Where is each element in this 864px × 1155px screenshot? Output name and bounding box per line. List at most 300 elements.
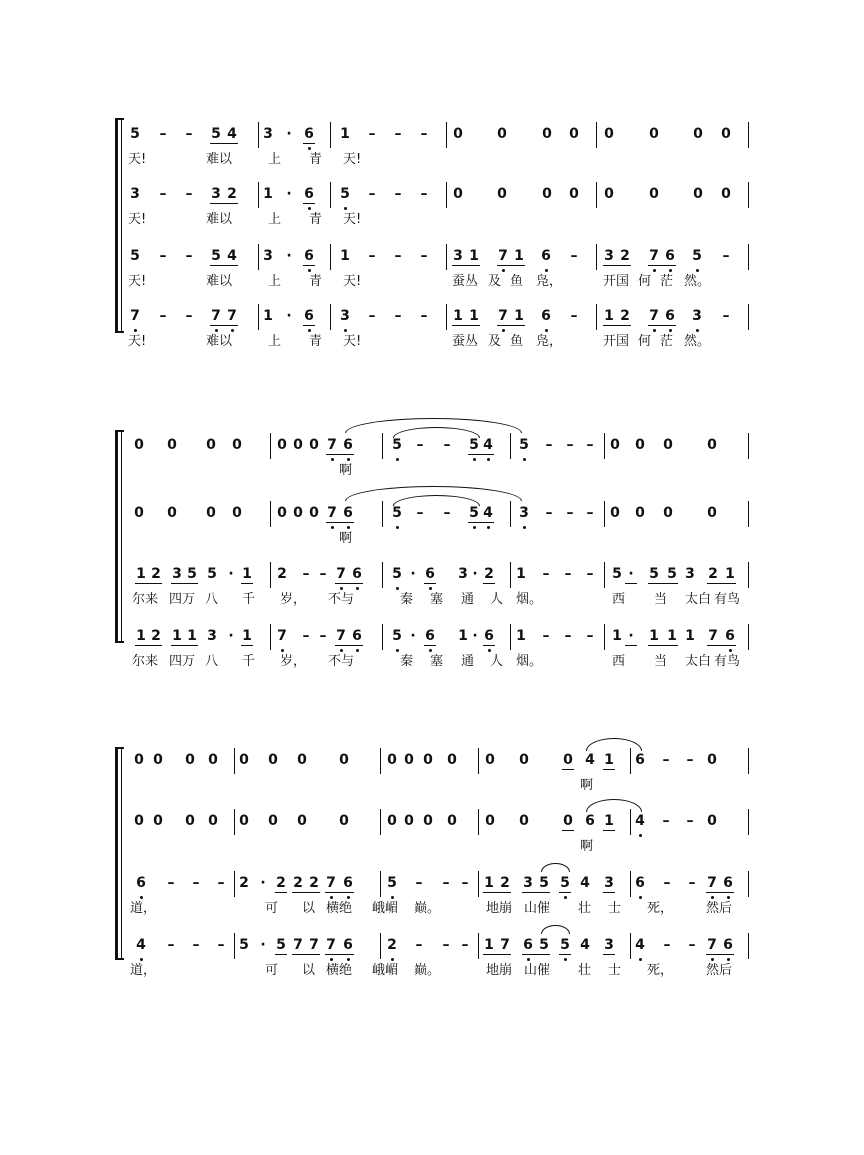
beam-underline: [603, 325, 631, 326]
note: 2: [276, 875, 286, 891]
lyric-syllable: 天!: [343, 212, 362, 227]
note: –: [185, 308, 193, 324]
note: ·: [472, 628, 478, 644]
lyric-syllable: 鱼: [510, 274, 524, 289]
octave-dot-below: [429, 587, 432, 590]
note: 0: [293, 505, 303, 521]
note: –: [688, 937, 696, 953]
note: 7: [128, 308, 142, 324]
note: 7: [500, 937, 510, 953]
barline: [478, 933, 479, 959]
lyric-syllable: 当: [654, 592, 668, 607]
octave-dot-below: [331, 526, 334, 529]
note: 5: [390, 437, 404, 453]
note: 5: [390, 628, 404, 644]
note: –: [420, 248, 428, 264]
note: 0: [297, 752, 307, 768]
note: –: [545, 437, 553, 453]
barline: [510, 562, 511, 588]
note: 0: [569, 186, 579, 202]
barline: [748, 624, 749, 650]
lyric-syllable: 然后: [706, 963, 733, 978]
octave-dot-below: [340, 649, 343, 652]
octave-dot-below: [639, 958, 642, 961]
lyric-syllable: 茫: [660, 274, 674, 289]
lyric-syllable: 鱼: [510, 334, 524, 349]
note: –: [368, 248, 376, 264]
note: 0: [453, 126, 463, 142]
barline: [748, 933, 749, 959]
note: –: [662, 813, 670, 829]
barline: [510, 433, 511, 459]
beam-underline: [648, 583, 678, 584]
note: 1: [453, 308, 463, 324]
barline: [380, 871, 381, 897]
lyric-syllable: 当: [654, 654, 668, 669]
barline: [380, 748, 381, 774]
note: –: [394, 248, 402, 264]
note: ·: [286, 126, 292, 142]
note: 2: [484, 566, 494, 582]
note: –: [394, 308, 402, 324]
lyric-syllable: 啊: [580, 839, 594, 854]
beam-underline: [171, 583, 198, 584]
note: 0: [447, 752, 457, 768]
note: 1: [242, 566, 252, 582]
slur: [541, 863, 570, 872]
note: –: [442, 875, 450, 891]
octave-dot-below: [396, 458, 399, 461]
barline: [234, 933, 235, 959]
lyric-syllable: 峨嵋: [372, 963, 399, 978]
note: 0: [297, 813, 307, 829]
note: 5: [558, 937, 572, 953]
note: 0: [239, 813, 249, 829]
octave-dot-below: [729, 649, 732, 652]
note: 0: [721, 186, 731, 202]
note: 1: [263, 186, 273, 202]
note: ·: [628, 628, 634, 644]
lyric-syllable: 巅。: [414, 901, 441, 916]
beam-underline: [562, 769, 574, 770]
note: 1: [484, 937, 494, 953]
note: 0: [339, 752, 349, 768]
note: 2: [293, 875, 303, 891]
note: –: [420, 126, 428, 142]
note: 0: [387, 813, 397, 829]
beam-underline: [210, 143, 238, 144]
note: 0: [208, 752, 218, 768]
lyric-syllable: 峨嵋: [372, 901, 399, 916]
octave-dot-below: [308, 269, 311, 272]
note: 5: [517, 437, 531, 453]
note: 0: [404, 752, 414, 768]
beam-underline: [497, 265, 525, 266]
lyric-syllable: 壮: [578, 901, 592, 916]
note: 6: [663, 308, 677, 324]
beam-underline: [241, 583, 253, 584]
beam-underline: [603, 892, 615, 893]
note: 0: [610, 505, 620, 521]
lyric-syllable: 人: [490, 654, 504, 669]
note: 3: [523, 875, 533, 891]
note: –: [586, 566, 594, 582]
lyric-syllable: 西: [612, 592, 626, 607]
octave-dot-below: [391, 958, 394, 961]
note: 0: [404, 813, 414, 829]
beam-underline: [707, 583, 736, 584]
barline: [382, 501, 383, 527]
lyric-syllable: 太白: [685, 592, 712, 607]
note: 0: [485, 752, 495, 768]
barline: [510, 624, 511, 650]
barline: [330, 244, 331, 270]
note: –: [167, 875, 175, 891]
note: 6: [302, 248, 316, 264]
lyric-syllable: 上: [268, 152, 282, 167]
note: 7: [324, 937, 338, 953]
note: –: [319, 566, 327, 582]
note: 5: [390, 566, 404, 582]
note: 0: [134, 437, 144, 453]
beam-underline: [210, 203, 238, 204]
lyric-syllable: 有鸟: [714, 654, 741, 669]
note: 0: [153, 813, 163, 829]
barline: [596, 122, 597, 148]
beam-underline: [497, 325, 525, 326]
note: 4: [481, 437, 495, 453]
lyric-syllable: 岁，: [280, 654, 307, 669]
system-brace-line: [121, 430, 122, 643]
note: –: [686, 752, 694, 768]
octave-dot-below: [527, 958, 530, 961]
octave-dot-below: [308, 207, 311, 210]
brace-hook-top: [115, 747, 124, 749]
note: 0: [387, 752, 397, 768]
barline: [270, 562, 271, 588]
lyric-syllable: 茫: [660, 334, 674, 349]
note: 0: [707, 505, 717, 521]
lyric-syllable: 何: [638, 274, 652, 289]
note: ·: [260, 875, 266, 891]
note: 2: [151, 566, 161, 582]
note: ·: [286, 248, 292, 264]
note: 0: [485, 813, 495, 829]
octave-dot-below: [215, 329, 218, 332]
note: –: [461, 937, 469, 953]
note: –: [586, 628, 594, 644]
barline: [748, 122, 749, 148]
octave-dot-below: [396, 587, 399, 590]
note: 3: [690, 308, 704, 324]
lyric-syllable: 千: [242, 654, 256, 669]
octave-dot-below: [396, 526, 399, 529]
lyric-syllable: 不与: [328, 654, 355, 669]
brace-hook-top: [115, 430, 124, 432]
lyric-syllable: 烟。: [516, 592, 543, 607]
note: 0: [542, 186, 552, 202]
note: 0: [268, 813, 278, 829]
note: 1: [469, 308, 479, 324]
note: 4: [580, 875, 590, 891]
lyric-syllable: 上: [268, 212, 282, 227]
barline: [380, 933, 381, 959]
brace-hook-bottom: [115, 958, 124, 960]
octave-dot-below: [356, 587, 359, 590]
beam-underline: [210, 325, 238, 326]
note: –: [662, 752, 670, 768]
barline: [748, 304, 749, 330]
beam-underline: [325, 954, 354, 955]
note: 7: [647, 308, 661, 324]
note: 1: [604, 813, 614, 829]
octave-dot-below: [669, 269, 672, 272]
note: 7: [496, 248, 510, 264]
lyric-syllable: 天!: [343, 152, 362, 167]
beam-underline: [648, 325, 676, 326]
note: 6: [539, 248, 553, 264]
lyric-syllable: 开国: [603, 274, 630, 289]
barline: [382, 624, 383, 650]
note: 0: [167, 437, 177, 453]
note: 7: [325, 437, 339, 453]
note: –: [185, 186, 193, 202]
barline: [604, 501, 605, 527]
note: 0: [206, 437, 216, 453]
note: ·: [628, 566, 634, 582]
note: 0: [185, 752, 195, 768]
note: –: [217, 937, 225, 953]
note: 1: [604, 752, 614, 768]
note: 1: [484, 875, 494, 891]
barline: [234, 809, 235, 835]
note: 2: [151, 628, 161, 644]
note: 5: [539, 875, 549, 891]
lyric-syllable: 横绝: [326, 901, 353, 916]
lyric-syllable: 八: [205, 654, 219, 669]
barline: [234, 748, 235, 774]
barline: [596, 244, 597, 270]
octave-dot-below: [396, 649, 399, 652]
lyric-syllable: 壮: [578, 963, 592, 978]
note: 0: [497, 186, 507, 202]
note: 1: [340, 248, 350, 264]
lyric-syllable: 天!: [128, 152, 147, 167]
note: 6: [423, 566, 437, 582]
octave-dot-below: [331, 458, 334, 461]
octave-dot-below: [347, 526, 350, 529]
note: 6: [302, 126, 316, 142]
brace-hook-bottom: [115, 331, 124, 333]
note: 0: [563, 813, 573, 829]
octave-dot-below: [347, 458, 350, 461]
note: –: [159, 126, 167, 142]
octave-dot-below: [639, 834, 642, 837]
note: 6: [721, 937, 735, 953]
octave-dot-below: [344, 207, 347, 210]
note: 7: [705, 937, 719, 953]
note: –: [442, 937, 450, 953]
note: 6: [341, 437, 355, 453]
note: 0: [663, 505, 673, 521]
note: 0: [693, 186, 703, 202]
note: 5: [390, 505, 404, 521]
note: 6: [521, 937, 535, 953]
note: 0: [309, 505, 319, 521]
octave-dot-below: [281, 649, 284, 652]
lyric-syllable: 士: [608, 901, 622, 916]
note: 0: [569, 126, 579, 142]
note: –: [570, 248, 578, 264]
note: 1: [649, 628, 659, 644]
note: –: [167, 937, 175, 953]
note: 4: [580, 937, 590, 953]
beam-underline: [559, 892, 571, 893]
note: 0: [721, 126, 731, 142]
octave-dot-below: [473, 526, 476, 529]
note: 6: [663, 248, 677, 264]
octave-dot-below: [140, 896, 143, 899]
note: –: [722, 248, 730, 264]
note: 7: [209, 308, 223, 324]
octave-dot-below: [639, 896, 642, 899]
system-brace-line: [121, 747, 122, 960]
lyric-syllable: 地崩: [486, 963, 513, 978]
octave-dot-below: [487, 458, 490, 461]
note: –: [545, 505, 553, 521]
note: –: [461, 875, 469, 891]
barline: [748, 562, 749, 588]
note: 1: [514, 248, 524, 264]
barline: [478, 871, 479, 897]
note: –: [159, 248, 167, 264]
lyric-syllable: 千: [242, 592, 256, 607]
system-brace-line: [121, 118, 122, 333]
barline: [446, 304, 447, 330]
note: 5: [467, 437, 481, 453]
octave-dot-below: [391, 896, 394, 899]
note: 0: [563, 752, 573, 768]
system-brace: [115, 118, 118, 333]
note: 0: [604, 186, 614, 202]
note: –: [159, 186, 167, 202]
beam-underline: [303, 265, 315, 266]
barline: [330, 122, 331, 148]
note: 1: [604, 308, 614, 324]
octave-dot-below: [330, 896, 333, 899]
lyric-syllable: 以: [302, 963, 316, 978]
note: 5: [207, 566, 217, 582]
note: 2: [620, 308, 630, 324]
note: 5: [338, 186, 352, 202]
octave-dot-below: [347, 958, 350, 961]
beam-underline: [706, 892, 734, 893]
note: 0: [604, 126, 614, 142]
note: 0: [519, 813, 529, 829]
note: –: [570, 308, 578, 324]
barline: [604, 562, 605, 588]
note: 3: [458, 566, 468, 582]
note: 3: [172, 566, 182, 582]
note: 0: [497, 126, 507, 142]
note: 3: [604, 937, 614, 953]
barline: [330, 182, 331, 208]
lyric-syllable: 然。: [684, 274, 711, 289]
beam-underline: [625, 583, 637, 584]
octave-dot-below: [140, 958, 143, 961]
note: 4: [585, 752, 595, 768]
note: 0: [447, 813, 457, 829]
barline: [382, 433, 383, 459]
beam-underline: [335, 645, 363, 646]
note: 5: [690, 248, 704, 264]
note: 0: [453, 186, 463, 202]
note: 3: [263, 126, 273, 142]
note: 5: [130, 248, 140, 264]
octave-dot-below: [564, 958, 567, 961]
note: 5: [649, 566, 659, 582]
note: 3: [211, 186, 221, 202]
lyric-syllable: 青: [309, 274, 323, 289]
note: 0: [167, 505, 177, 521]
lyric-syllable: 岁，: [280, 592, 307, 607]
beam-underline: [135, 645, 162, 646]
note: 0: [339, 813, 349, 829]
lyric-syllable: 通: [461, 654, 475, 669]
note: –: [159, 308, 167, 324]
note: 3: [130, 186, 140, 202]
lyric-syllable: 天!: [128, 212, 147, 227]
note: ·: [260, 937, 266, 953]
octave-dot-below: [308, 329, 311, 332]
octave-dot-below: [134, 329, 137, 332]
lyric-syllable: 天!: [128, 334, 147, 349]
note: 1: [612, 628, 622, 644]
note: 5: [612, 566, 622, 582]
note: 4: [633, 813, 647, 829]
lyric-syllable: 尔来: [132, 592, 159, 607]
note: 6: [585, 813, 595, 829]
note: 0: [663, 437, 673, 453]
lyric-syllable: 烟。: [516, 654, 543, 669]
octave-dot-below: [545, 329, 548, 332]
note: 3: [685, 566, 695, 582]
note: 0: [153, 752, 163, 768]
lyric-syllable: 然。: [684, 334, 711, 349]
note: –: [192, 937, 200, 953]
note: –: [663, 875, 671, 891]
note: 3: [207, 628, 217, 644]
note: 1: [263, 308, 273, 324]
note: –: [566, 437, 574, 453]
note: 0: [134, 813, 144, 829]
beam-underline: [335, 583, 363, 584]
note: –: [420, 308, 428, 324]
barline: [330, 304, 331, 330]
barline: [446, 244, 447, 270]
barline: [748, 182, 749, 208]
note: 5: [239, 937, 249, 953]
note: 0: [134, 752, 144, 768]
note: 1: [725, 566, 735, 582]
note: 7: [324, 875, 338, 891]
lyric-syllable: 地崩: [486, 901, 513, 916]
note: 5: [211, 248, 221, 264]
note: 0: [423, 813, 433, 829]
lyric-syllable: 上: [268, 274, 282, 289]
note: 2: [708, 566, 718, 582]
octave-dot-below: [502, 329, 505, 332]
